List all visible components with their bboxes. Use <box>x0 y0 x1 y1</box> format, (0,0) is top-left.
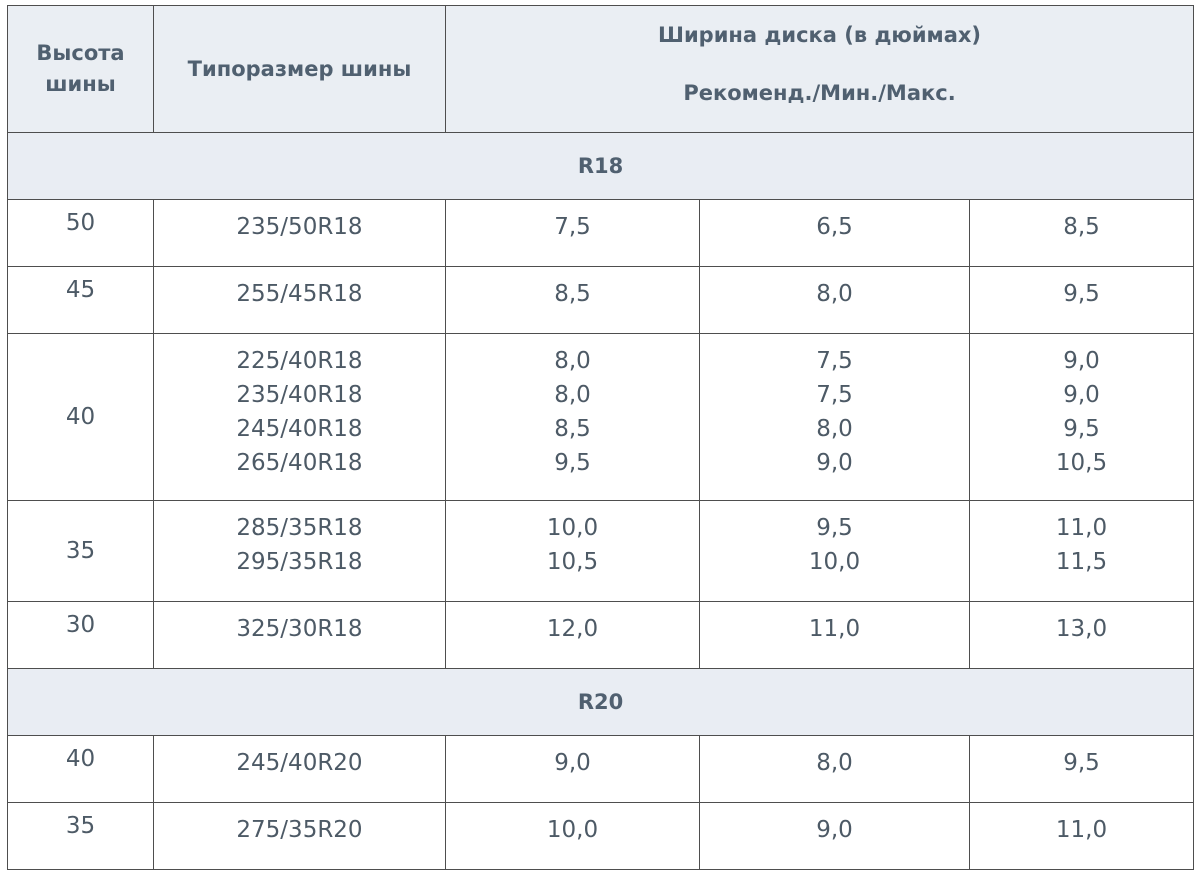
cell-rec <box>446 200 700 267</box>
cell-height: 30 <box>8 602 154 669</box>
cell-value: 9,0 <box>1063 348 1100 374</box>
section-row <box>8 133 1194 200</box>
cell-max <box>970 501 1194 602</box>
cell-height: 50 <box>8 200 154 267</box>
cell-value: 10,0 <box>546 817 599 843</box>
cell-value: 9,5 <box>816 515 853 541</box>
cell-value: 11,0 <box>1055 817 1108 843</box>
cell-sizes <box>154 267 446 334</box>
cell-max <box>970 736 1194 803</box>
cell-value: 285/35R18 <box>236 515 363 541</box>
header-rim-width-label: Ширина диска (в дюймах) <box>658 23 982 47</box>
cell-value: 11,5 <box>1055 549 1108 575</box>
section-row <box>8 669 1194 736</box>
cell-sizes <box>154 334 446 501</box>
cell-value: 6,5 <box>816 214 853 240</box>
cell-height: 35 <box>8 803 154 870</box>
cell-sizes <box>154 803 446 870</box>
cell-value: 235/40R18 <box>236 382 363 408</box>
cell-value: 295/35R18 <box>236 549 363 575</box>
cell-value: 325/30R18 <box>236 616 363 642</box>
table-row <box>8 200 1194 267</box>
cell-sizes <box>154 501 446 602</box>
cell-max <box>970 803 1194 870</box>
header-rim-width <box>446 6 1194 133</box>
cell-rec <box>446 602 700 669</box>
cell-value: 9,0 <box>816 817 853 843</box>
section-title: R20 <box>8 669 1194 736</box>
cell-value: 8,5 <box>554 416 591 442</box>
section-title: R18 <box>8 133 1194 200</box>
cell-value: 8,5 <box>1063 214 1100 240</box>
header-tire-height: Высота шины <box>8 6 154 133</box>
cell-value: 245/40R18 <box>236 416 363 442</box>
cell-value: 9,5 <box>1063 750 1100 776</box>
cell-value: 9,5 <box>1063 281 1100 307</box>
cell-height: 35 <box>8 501 154 602</box>
table-body <box>8 6 1194 870</box>
cell-value: 245/40R20 <box>236 750 363 776</box>
cell-value: 10,0 <box>808 549 861 575</box>
cell-value: 10,5 <box>1055 450 1108 476</box>
cell-rec <box>446 267 700 334</box>
cell-value: 9,0 <box>554 750 591 776</box>
table-row <box>8 334 1194 501</box>
cell-value: 8,0 <box>816 281 853 307</box>
cell-value: 11,0 <box>808 616 861 642</box>
cell-value: 7,5 <box>816 348 853 374</box>
cell-value: 9,0 <box>816 450 853 476</box>
cell-max <box>970 267 1194 334</box>
cell-min <box>700 334 970 501</box>
table-row <box>8 736 1194 803</box>
table-row <box>8 501 1194 602</box>
cell-value: 9,0 <box>1063 382 1100 408</box>
cell-max <box>970 334 1194 501</box>
cell-min <box>700 200 970 267</box>
cell-min <box>700 803 970 870</box>
cell-height: 45 <box>8 267 154 334</box>
cell-rec <box>446 501 700 602</box>
table-row <box>8 803 1194 870</box>
tire-rim-table <box>7 5 1194 870</box>
cell-sizes <box>154 200 446 267</box>
cell-value: 8,0 <box>816 416 853 442</box>
table-row <box>8 267 1194 334</box>
cell-rec <box>446 736 700 803</box>
cell-value: 8,0 <box>554 348 591 374</box>
cell-value: 12,0 <box>546 616 599 642</box>
cell-value: 7,5 <box>554 214 591 240</box>
cell-value: 9,5 <box>1063 416 1100 442</box>
header-tire-size: Типоразмер шины <box>154 6 446 133</box>
cell-value: 265/40R18 <box>236 450 363 476</box>
cell-min <box>700 501 970 602</box>
header-rim-width-sub: Рекоменд./Мин./Макс. <box>683 81 956 105</box>
table-header-row <box>8 6 1194 133</box>
cell-value: 275/35R20 <box>236 817 363 843</box>
cell-value: 10,0 <box>546 515 599 541</box>
cell-value: 8,5 <box>554 281 591 307</box>
cell-sizes <box>154 602 446 669</box>
cell-max <box>970 602 1194 669</box>
cell-height: 40 <box>8 736 154 803</box>
cell-rec <box>446 334 700 501</box>
cell-value: 13,0 <box>1055 616 1108 642</box>
cell-min <box>700 736 970 803</box>
cell-sizes <box>154 736 446 803</box>
cell-value: 11,0 <box>1055 515 1108 541</box>
cell-min <box>700 602 970 669</box>
cell-height: 40 <box>8 334 154 501</box>
cell-value: 10,5 <box>546 549 599 575</box>
cell-value: 9,5 <box>554 450 591 476</box>
cell-value: 235/50R18 <box>236 214 363 240</box>
cell-value: 8,0 <box>554 382 591 408</box>
cell-rec <box>446 803 700 870</box>
table-row <box>8 602 1194 669</box>
cell-value: 7,5 <box>816 382 853 408</box>
cell-min <box>700 267 970 334</box>
cell-value: 225/40R18 <box>236 348 363 374</box>
cell-max <box>970 200 1194 267</box>
cell-value: 8,0 <box>816 750 853 776</box>
cell-value: 255/45R18 <box>236 281 363 307</box>
